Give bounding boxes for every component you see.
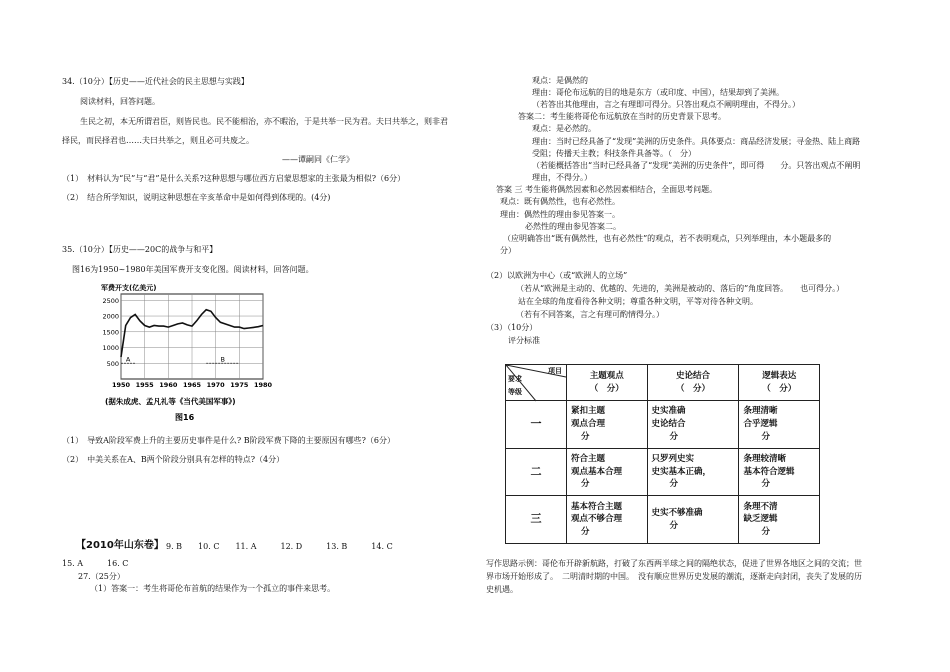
chart-x-tick-label: 1965 (182, 381, 202, 389)
cell-line: 条理清晰 (743, 406, 778, 417)
cell-line: 条理较清晰 (743, 453, 786, 464)
corner-bottom: 等级 (508, 388, 522, 396)
military-spending-chart (99, 282, 273, 422)
cell-line: 史实准确 (651, 406, 686, 417)
chart-x-tick-label: 1975 (230, 381, 249, 389)
answer-line: 理由：当时已经具备了“发现”美洲的历史条件。具体要点：商品经济发展；寻金热、陆上商路 (532, 137, 861, 146)
answer-line: 必然性的理由参见答案二。 (525, 222, 621, 231)
writing-example-line-1: 写作思路示例：哥伦布开辟新航路，打破了东西两半球之间的隔绝状态，促进了世界各地区之间的交流；世 (486, 559, 862, 568)
answer-line: （3）（10分） (486, 323, 538, 332)
table-cell (739, 401, 820, 449)
header-topic-label: 主题观点 (589, 370, 624, 381)
answer-line: （若能概括答出“当时已经具备了“发现”美洲的历史条件”，即可得 分。只答出观点不阐明 (532, 161, 861, 170)
level-cell: 三 (506, 496, 567, 544)
q34-material-line-1: 生民之初，本无所谓君臣，则皆民也。民不能相治，亦不暇治，于是共举一民为君。夫曰共举之，则非君 (80, 117, 448, 126)
table-cell (739, 496, 820, 544)
answer-line: （若有不同答案，言之有理可酌情得分。） (516, 310, 664, 319)
header-topic-points: （ 分） (589, 383, 624, 394)
chart-y-tick-label: 2000 (102, 312, 119, 321)
table-cell (567, 401, 648, 449)
q34-source: ——谭嗣同《仁学》 (282, 155, 354, 164)
header-logic-points: （ 分） (762, 383, 797, 394)
header-history-label: 史论结合 (675, 370, 710, 381)
cell-line: 史实不够准确 (651, 507, 703, 518)
cell-line: 符合主题 (571, 453, 606, 464)
table-row (506, 448, 820, 496)
q27-answer-1: （1）答案一：考生将哥伦布首航的结果作为一个孤立的事件来思考。 (90, 584, 336, 593)
answer-line: 分） (500, 246, 516, 255)
header-history-points: （ 分） (675, 383, 710, 394)
header-history (647, 365, 739, 401)
cell-line: 分 (669, 520, 679, 531)
writing-example-line-2: 界市场开始形成了。 二明清时期的中国。 没有顺应世界历史发展的潮流，逐渐走向封闭，丧失了发展的历 (486, 572, 862, 581)
chart-x-tick-label: 1955 (135, 381, 154, 389)
q35-question-2: （2） 中美关系在A、B两个阶段分别具有怎样的特点?（4分） (62, 455, 285, 464)
cell-line: 缺乏逻辑 (743, 514, 778, 525)
q34-question-2: （2） 结合所学知识，说明这种思想在辛亥革命中是如何得到体现的。(4分) (62, 193, 331, 202)
cell-line: 基本符合逻辑 (743, 466, 795, 477)
cell-line: 紧扣主题 (571, 406, 606, 417)
cell-line: 分 (581, 479, 590, 490)
cell-line: 分 (761, 527, 770, 538)
chart-phase-a-label: A (125, 355, 131, 364)
writing-example-line-3: 史机遇。 (486, 585, 518, 594)
corner-top: 项目 (548, 367, 562, 375)
cell-line: 分 (669, 479, 679, 490)
chart-y-tick-label: 500 (106, 359, 119, 368)
chart-x-tick-label: 1980 (253, 381, 273, 389)
table-cell (647, 448, 739, 496)
shandong-title: 【2010年山东卷】 (76, 540, 164, 551)
scoring-table (505, 364, 820, 544)
table-corner-cell (506, 365, 567, 401)
scoring-standard-label: 评分标准 (508, 336, 540, 345)
cell-line: 观点基本合理 (571, 466, 623, 477)
header-logic-label: 逻辑表达 (762, 370, 797, 381)
answer-line: 理由，不得分。） (532, 173, 592, 182)
cell-line: 分 (761, 479, 770, 490)
chart-x-tick-label: 1970 (206, 381, 225, 389)
cell-line: 观点不够合理 (571, 514, 623, 525)
answer-line: 受阻；传播天主教；科技条件具备等。（ 分） (532, 149, 696, 158)
chart-x-tick-label: 1960 (159, 381, 178, 389)
cell-line: 分 (581, 527, 590, 538)
answer-line: 观点：是必然的。 (532, 124, 596, 133)
answer-line: （2）以欧洲为中心（或“欧洲人的立场” (486, 271, 628, 280)
chart-x-tick-label: 1950 (111, 381, 131, 389)
mc-answers-row-2: 15. A 16. C (62, 559, 129, 568)
table-cell (739, 448, 820, 496)
table-cell (567, 448, 648, 496)
header-topic (567, 365, 648, 401)
level-cell: 二 (506, 448, 567, 496)
cell-line: 条理不清 (743, 501, 778, 512)
level-cell: 一 (506, 401, 567, 449)
cell-line: 史论结合 (651, 418, 686, 429)
chart-caption: 图16 (175, 413, 195, 422)
answer-line: （若从“欧洲是主动的、优越的、先进的，美洲是被动的、落后的”角度回答。 也可得分。） (516, 284, 845, 293)
cell-line: 合乎逻辑 (743, 418, 778, 429)
chart-ylabel: 军费开支(亿美元) (101, 284, 157, 292)
answer-line: 理由：偶然性的理由参见答案一。 (500, 210, 620, 219)
corner-mid: 要求 (508, 375, 522, 383)
answer-line: 答案二：考生能将哥伦布远航放在当时的历史背景下思考。 (518, 112, 726, 121)
cell-line: 只罗列史实 (651, 453, 695, 464)
answer-line: 观点：既有偶然性，也有必然性。 (500, 197, 620, 206)
answer-line: （应明确答出“既有偶然性，也有必然性”的观点，若不表明观点，只列举理由，本小题最多的 (503, 234, 832, 243)
q34-prompt: 阅读材料，回答问题。 (80, 97, 160, 106)
cell-line: 分 (761, 431, 770, 442)
chart-source: (据朱成虎、孟凡礼等《当代美国军事》) (105, 397, 236, 406)
answer-line: （若答出其他理由，言之有理即可得分。只答出观点不阐明理由，不得分。） (532, 100, 800, 109)
table-row (506, 496, 820, 544)
q34-question-1: （1） 材料认为“民”与“君”是什么关系?这种思想与哪位西方启蒙思想家的主张最为相似?（6分） (62, 174, 406, 183)
q27-header: 27.（25分） (78, 572, 125, 581)
table-row (506, 401, 820, 449)
chart-y-tick-label: 1500 (102, 328, 119, 337)
answer-line: 站在全球的角度看待各种文明；尊重各种文明，平等对待各种文明。 (518, 297, 758, 306)
cell-line: 分 (581, 431, 590, 442)
q34-material-line-2: 择民，而民择君也……夫曰共举之，则且必可共废之。 (62, 136, 254, 145)
cell-line: 史实基本正确， (651, 466, 712, 477)
q35-intro: 图16为1950~1980年美国军费开支变化图。阅读材料，回答问题。 (72, 265, 314, 274)
answer-line: 答案 三 考生能将偶然因素和必然因素相结合，全面思考问题。 (496, 185, 718, 194)
cell-line: 基本符合主题 (571, 501, 623, 512)
q35-header: 35.（10分）【历史——20C的战争与和平】 (62, 245, 218, 254)
chart-phase-b-label: B (220, 355, 226, 364)
mc-answers-row-1: 9. B 10. C 11. A 12. D 13. B 14. C (166, 542, 393, 551)
answer-line: 观点：是偶然的 (532, 76, 588, 85)
table-cell (647, 496, 739, 544)
chart-y-tick-label: 2500 (102, 296, 119, 305)
cell-line: 分 (669, 431, 679, 442)
answer-line: 理由：哥伦布远航的目的地是东方（或印度、中国），结果却到了美洲。 (532, 88, 784, 97)
table-cell (567, 496, 648, 544)
q34-header: 34.（10分）【历史——近代社会的民主思想与实践】 (62, 77, 249, 86)
q35-question-1: （1） 导致A阶段军费上升的主要历史事件是什么? B阶段军费下降的主要原因有哪些?（6分） (62, 436, 395, 445)
table-cell (647, 401, 739, 449)
header-logic (739, 365, 820, 401)
cell-line: 观点合理 (571, 418, 606, 429)
chart-y-tick-label: 1000 (102, 344, 119, 353)
